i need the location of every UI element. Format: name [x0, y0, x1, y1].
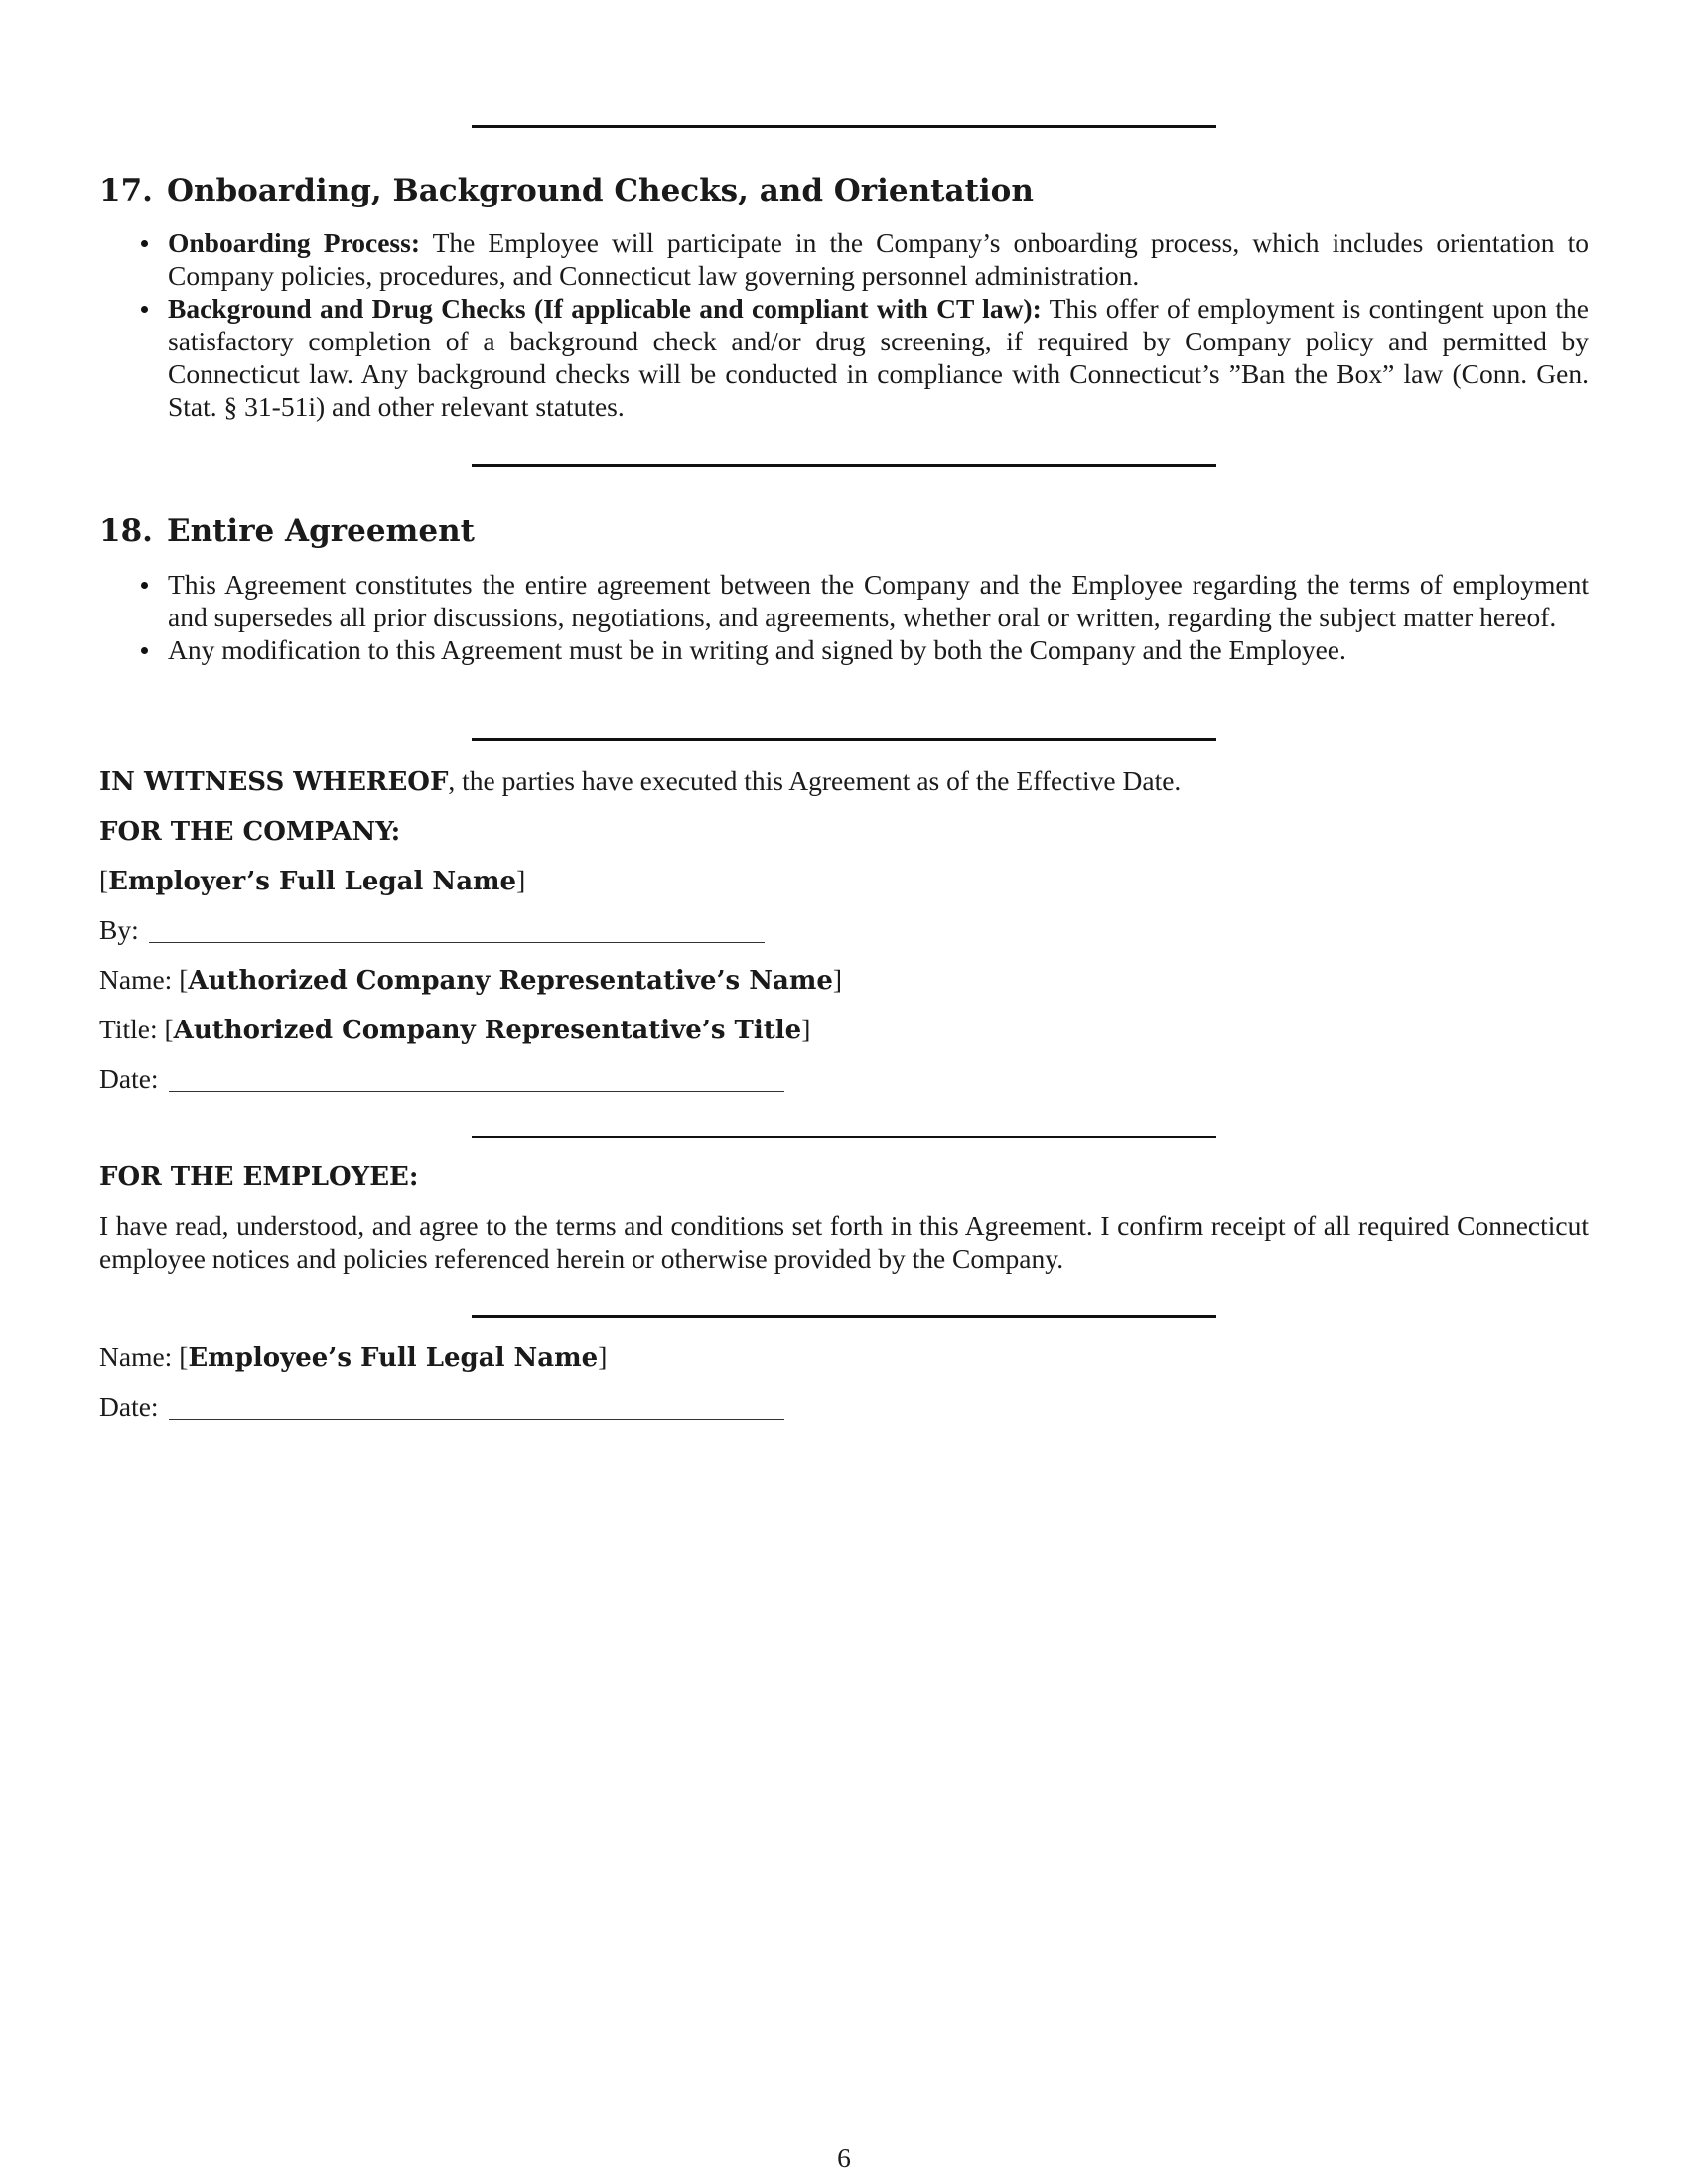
employee-date-line — [99, 1390, 1589, 1423]
section-divider — [472, 125, 1216, 128]
page-number: 6 — [837, 2142, 851, 2173]
representative-name: Authorized Company Representative’s Name — [188, 966, 833, 996]
item-text: The Employee will participate in the Company’s onboarding process, which includes orientation to Company policies, procedures, and Connecticut law governing personnel administration. — [168, 227, 1589, 291]
employee-name: Employee’s Full Legal Name — [188, 1343, 599, 1373]
section-number: 17. — [99, 173, 153, 208]
employee-heading: FOR THE EMPLOYEE: — [99, 1162, 419, 1192]
section-18-heading — [99, 511, 475, 551]
date-label: Date: — [99, 1063, 159, 1094]
company-by-line — [99, 913, 1589, 946]
section-number: 18. — [99, 513, 153, 549]
section-18-list — [99, 568, 1589, 666]
title-label: Title: — [99, 1014, 158, 1044]
section-divider — [472, 464, 1216, 467]
employee-acknowledgement: I have read, understood, and agree to the terms and conditions set forth in this Agreement. I confirm receipt of all required Connecticut employee notices and policies referenced herein or otherwise provided by the Company. — [99, 1210, 1589, 1274]
company-heading: FOR THE COMPANY: — [99, 817, 401, 847]
item-lead: Onboarding Process: — [168, 227, 420, 258]
list-item: Any modification to this Agreement must be in writing and signed by both the Company and the Employee. — [99, 633, 1589, 666]
item-lead: Background and Drug Checks (If applicable and compliant with CT law): — [168, 293, 1042, 324]
representative-title: Authorized Company Representative’s Title — [173, 1016, 802, 1045]
section-divider — [472, 738, 1216, 741]
date-label: Date: — [99, 1391, 159, 1422]
signature-line[interactable] — [149, 942, 765, 943]
section-title: Onboarding, Background Checks, and Orientation — [166, 173, 1034, 208]
witness-lead: IN WITNESS WHEREOF — [99, 767, 449, 797]
list-item — [99, 226, 1589, 292]
section-17-list — [99, 226, 1589, 423]
by-label: By: — [99, 914, 139, 945]
section-17-heading — [99, 171, 1034, 210]
company-name-line: Name: [Authorized Company Representative’s Name] — [99, 964, 843, 996]
witness-statement — [99, 764, 1589, 799]
list-item: This Agreement constitutes the entire agreement between the Company and the Employee regarding the terms of employment and supersedes all prior discussions, negotiations, and agreements, whether oral or written, regarding the subject matter hereof. — [99, 568, 1589, 633]
date-line[interactable] — [169, 1419, 784, 1420]
section-divider — [472, 1136, 1216, 1138]
witness-text: , the parties have executed this Agreement as of the Effective Date. — [448, 765, 1182, 796]
item-text: This offer of employment is contingent upon the satisfactory completion of a background check and/or drug screening, if required by Company policy and permitted by Connecticut law. Any background checks will be conducted in compliance with Connecticut’s ”Ban the Box” law (Conn. Gen. Stat. § 31-51i) and other relevant statutes. — [168, 293, 1589, 422]
section-title: Entire Agreement — [166, 513, 475, 549]
section-divider — [472, 1315, 1216, 1318]
company-date-line — [99, 1062, 1589, 1095]
company-title-line: Title: [Authorized Company Representative’s Title] — [99, 1014, 811, 1045]
employer-name-line: [Employer’s Full Legal Name] — [99, 865, 526, 896]
name-label: Name: — [99, 964, 173, 995]
employee-name-line: Name: [Employee’s Full Legal Name] — [99, 1341, 608, 1373]
employer-name: Employer’s Full Legal Name — [108, 867, 517, 896]
list-item — [99, 292, 1589, 423]
name-label: Name: — [99, 1341, 173, 1372]
date-line[interactable] — [169, 1091, 784, 1092]
